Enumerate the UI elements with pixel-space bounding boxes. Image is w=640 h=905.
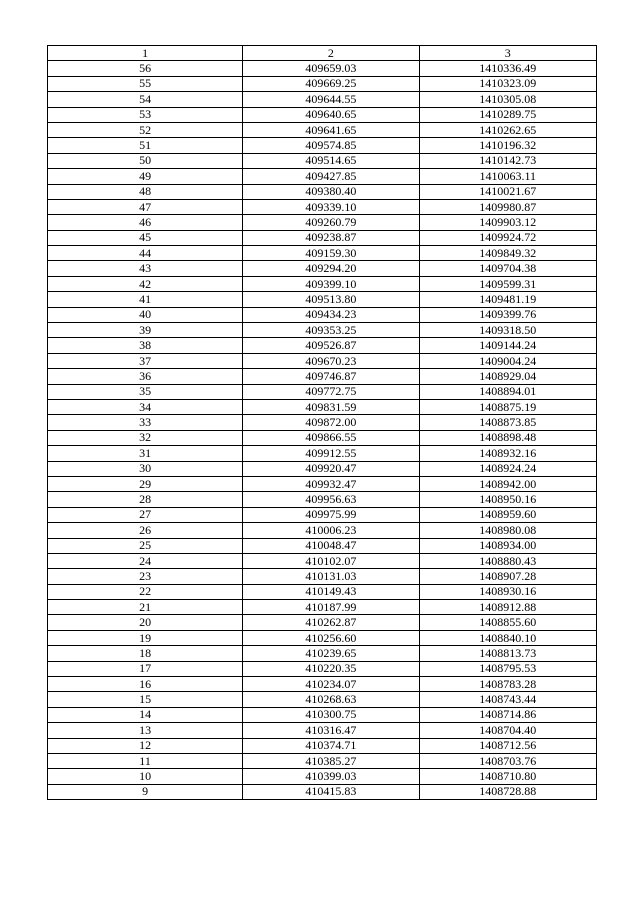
point-number-cell: 30 — [48, 461, 243, 476]
coordinate-x-cell: 409339.10 — [243, 199, 419, 214]
coordinate-y-cell: 1410305.08 — [419, 92, 596, 107]
table-row — [48, 199, 597, 214]
table-row — [48, 169, 597, 184]
point-number-cell: 29 — [48, 476, 243, 491]
point-number-cell: 47 — [48, 199, 243, 214]
coordinate-y-cell: 1408880.43 — [419, 553, 596, 568]
table-row — [48, 615, 597, 630]
table-row — [48, 507, 597, 522]
coordinate-y-cell: 1409399.76 — [419, 307, 596, 322]
coordinate-y-cell: 1408855.60 — [419, 615, 596, 630]
coordinate-x-cell: 410187.99 — [243, 600, 419, 615]
point-number-cell: 35 — [48, 384, 243, 399]
coordinate-y-cell: 1408932.16 — [419, 446, 596, 461]
coordinate-y-cell: 1409318.50 — [419, 323, 596, 338]
point-number-cell: 34 — [48, 399, 243, 414]
coordinate-x-cell: 409238.87 — [243, 230, 419, 245]
coordinate-x-cell: 409294.20 — [243, 261, 419, 276]
coordinate-x-cell: 410048.47 — [243, 538, 419, 553]
coordinate-x-cell: 409640.65 — [243, 107, 419, 122]
point-number-cell: 42 — [48, 276, 243, 291]
table-row — [48, 677, 597, 692]
point-number-cell: 54 — [48, 92, 243, 107]
table-row — [48, 215, 597, 230]
point-number-cell: 21 — [48, 600, 243, 615]
table-row — [48, 261, 597, 276]
table-row — [48, 707, 597, 722]
coordinate-x-cell: 409932.47 — [243, 476, 419, 491]
coordinate-x-cell: 409526.87 — [243, 338, 419, 353]
coordinate-y-cell: 1408703.76 — [419, 753, 596, 768]
point-number-cell: 14 — [48, 707, 243, 722]
coordinate-x-cell: 409514.65 — [243, 153, 419, 168]
point-number-cell: 22 — [48, 584, 243, 599]
column-header-2: 2 — [243, 46, 419, 61]
coordinate-y-cell: 1408710.80 — [419, 769, 596, 784]
coordinate-y-cell: 1409980.87 — [419, 199, 596, 214]
point-number-cell: 11 — [48, 753, 243, 768]
coordinate-y-cell: 1409903.12 — [419, 215, 596, 230]
coordinate-y-cell: 1409004.24 — [419, 353, 596, 368]
point-number-cell: 43 — [48, 261, 243, 276]
table-row — [48, 584, 597, 599]
point-number-cell: 16 — [48, 677, 243, 692]
table-row — [48, 492, 597, 507]
table-row — [48, 553, 597, 568]
column-header-3: 3 — [419, 46, 596, 61]
coordinate-x-cell: 409872.00 — [243, 415, 419, 430]
coordinate-x-cell: 410262.87 — [243, 615, 419, 630]
point-number-cell: 10 — [48, 769, 243, 784]
table-row — [48, 307, 597, 322]
point-number-cell: 20 — [48, 615, 243, 630]
coordinate-x-cell: 410239.65 — [243, 646, 419, 661]
coordinate-x-cell: 409399.10 — [243, 276, 419, 291]
coordinate-x-cell: 409975.99 — [243, 507, 419, 522]
coordinate-y-cell: 1409924.72 — [419, 230, 596, 245]
table-body — [48, 46, 597, 800]
table-row — [48, 723, 597, 738]
coordinate-x-cell: 409669.25 — [243, 76, 419, 91]
table-row — [48, 738, 597, 753]
table-row — [48, 76, 597, 91]
point-number-cell: 26 — [48, 523, 243, 538]
table-row — [48, 538, 597, 553]
point-number-cell: 55 — [48, 76, 243, 91]
coordinate-x-cell: 410385.27 — [243, 753, 419, 768]
point-number-cell: 32 — [48, 430, 243, 445]
table-row — [48, 353, 597, 368]
point-number-cell: 23 — [48, 569, 243, 584]
coordinate-y-cell: 1410289.75 — [419, 107, 596, 122]
point-number-cell: 37 — [48, 353, 243, 368]
coordinate-y-cell: 1409704.38 — [419, 261, 596, 276]
coordinate-x-cell: 409912.55 — [243, 446, 419, 461]
point-number-cell: 52 — [48, 122, 243, 137]
coordinate-x-cell: 409670.23 — [243, 353, 419, 368]
coordinate-y-cell: 1408929.04 — [419, 369, 596, 384]
table-row — [48, 107, 597, 122]
point-number-cell: 27 — [48, 507, 243, 522]
point-number-cell: 40 — [48, 307, 243, 322]
coordinate-x-cell: 410234.07 — [243, 677, 419, 692]
table-row — [48, 461, 597, 476]
coordinate-x-cell: 410399.03 — [243, 769, 419, 784]
coordinate-y-cell: 1409144.24 — [419, 338, 596, 353]
point-number-cell: 31 — [48, 446, 243, 461]
table-row — [48, 153, 597, 168]
coordinate-x-cell: 409427.85 — [243, 169, 419, 184]
table-row — [48, 338, 597, 353]
coordinate-x-cell: 410102.07 — [243, 553, 419, 568]
coordinate-y-cell: 1408840.10 — [419, 630, 596, 645]
coordinate-y-cell: 1408783.28 — [419, 677, 596, 692]
table-row — [48, 753, 597, 768]
table-row — [48, 630, 597, 645]
point-number-cell: 38 — [48, 338, 243, 353]
coordinate-y-cell: 1408912.88 — [419, 600, 596, 615]
table-row — [48, 399, 597, 414]
coordinate-x-cell: 409380.40 — [243, 184, 419, 199]
point-number-cell: 46 — [48, 215, 243, 230]
coordinate-x-cell: 410268.63 — [243, 692, 419, 707]
coordinate-y-cell: 1408813.73 — [419, 646, 596, 661]
coordinate-y-cell: 1410323.09 — [419, 76, 596, 91]
table-row — [48, 276, 597, 291]
coordinate-x-cell: 409159.30 — [243, 246, 419, 261]
coordinate-y-cell: 1408743.44 — [419, 692, 596, 707]
point-number-cell: 39 — [48, 323, 243, 338]
coordinate-y-cell: 1410262.65 — [419, 122, 596, 137]
coordinate-x-cell: 409513.80 — [243, 292, 419, 307]
coordinate-y-cell: 1410196.32 — [419, 138, 596, 153]
table-row — [48, 415, 597, 430]
point-number-cell: 56 — [48, 61, 243, 76]
table-row — [48, 600, 597, 615]
point-number-cell: 49 — [48, 169, 243, 184]
table-header-row — [48, 46, 597, 61]
table-row — [48, 246, 597, 261]
coordinate-x-cell: 409956.63 — [243, 492, 419, 507]
point-number-cell: 9 — [48, 784, 243, 799]
table-row — [48, 523, 597, 538]
point-number-cell: 44 — [48, 246, 243, 261]
table-row — [48, 569, 597, 584]
coordinate-y-cell: 1408930.16 — [419, 584, 596, 599]
coordinate-x-cell: 409353.25 — [243, 323, 419, 338]
coordinate-x-cell: 409831.59 — [243, 399, 419, 414]
coordinate-x-cell: 410220.35 — [243, 661, 419, 676]
point-number-cell: 24 — [48, 553, 243, 568]
coordinate-x-cell: 410374.71 — [243, 738, 419, 753]
coordinates-table — [47, 45, 597, 800]
coordinate-x-cell: 409641.65 — [243, 122, 419, 137]
coordinate-y-cell: 1408714.86 — [419, 707, 596, 722]
coordinate-y-cell: 1410336.49 — [419, 61, 596, 76]
table-row — [48, 384, 597, 399]
coordinate-y-cell: 1408924.24 — [419, 461, 596, 476]
point-number-cell: 12 — [48, 738, 243, 753]
table-row — [48, 369, 597, 384]
coordinate-x-cell: 410006.23 — [243, 523, 419, 538]
table-row — [48, 292, 597, 307]
coordinate-y-cell: 1408907.28 — [419, 569, 596, 584]
coordinate-y-cell: 1408712.56 — [419, 738, 596, 753]
point-number-cell: 48 — [48, 184, 243, 199]
coordinate-y-cell: 1409849.32 — [419, 246, 596, 261]
coordinate-x-cell: 409866.55 — [243, 430, 419, 445]
point-number-cell: 25 — [48, 538, 243, 553]
coordinate-y-cell: 1408980.08 — [419, 523, 596, 538]
coordinate-y-cell: 1408795.53 — [419, 661, 596, 676]
coordinate-y-cell: 1408728.88 — [419, 784, 596, 799]
coordinate-y-cell: 1410063.11 — [419, 169, 596, 184]
table-row — [48, 230, 597, 245]
coordinate-y-cell: 1408898.48 — [419, 430, 596, 445]
coordinate-y-cell: 1409599.31 — [419, 276, 596, 291]
coordinate-y-cell: 1410142.73 — [419, 153, 596, 168]
coordinate-y-cell: 1408959.60 — [419, 507, 596, 522]
table-row — [48, 476, 597, 491]
point-number-cell: 51 — [48, 138, 243, 153]
coordinate-x-cell: 410415.83 — [243, 784, 419, 799]
coordinate-y-cell: 1408875.19 — [419, 399, 596, 414]
coordinate-x-cell: 409574.85 — [243, 138, 419, 153]
coordinate-x-cell: 409920.47 — [243, 461, 419, 476]
point-number-cell: 15 — [48, 692, 243, 707]
table-row — [48, 122, 597, 137]
coordinate-x-cell: 409644.55 — [243, 92, 419, 107]
table-row — [48, 784, 597, 799]
table-row — [48, 61, 597, 76]
point-number-cell: 41 — [48, 292, 243, 307]
table-row — [48, 646, 597, 661]
coordinate-y-cell: 1408704.40 — [419, 723, 596, 738]
point-number-cell: 53 — [48, 107, 243, 122]
coordinate-y-cell: 1410021.67 — [419, 184, 596, 199]
coordinate-x-cell: 410300.75 — [243, 707, 419, 722]
coordinate-x-cell: 409434.23 — [243, 307, 419, 322]
point-number-cell: 50 — [48, 153, 243, 168]
table-row — [48, 446, 597, 461]
coordinate-x-cell: 410131.03 — [243, 569, 419, 584]
coordinate-x-cell: 409746.87 — [243, 369, 419, 384]
point-number-cell: 45 — [48, 230, 243, 245]
coordinate-x-cell: 410316.47 — [243, 723, 419, 738]
point-number-cell: 19 — [48, 630, 243, 645]
coordinate-y-cell: 1408934.00 — [419, 538, 596, 553]
column-header-1: 1 — [48, 46, 243, 61]
point-number-cell: 28 — [48, 492, 243, 507]
point-number-cell: 33 — [48, 415, 243, 430]
table-row — [48, 661, 597, 676]
table-row — [48, 92, 597, 107]
coordinate-x-cell: 409659.03 — [243, 61, 419, 76]
point-number-cell: 18 — [48, 646, 243, 661]
table-row — [48, 323, 597, 338]
coordinate-x-cell: 410256.60 — [243, 630, 419, 645]
point-number-cell: 17 — [48, 661, 243, 676]
table-row — [48, 769, 597, 784]
coordinate-y-cell: 1408950.16 — [419, 492, 596, 507]
table-row — [48, 692, 597, 707]
coordinate-x-cell: 409772.75 — [243, 384, 419, 399]
table-row — [48, 430, 597, 445]
point-number-cell: 13 — [48, 723, 243, 738]
table-row — [48, 138, 597, 153]
coordinate-y-cell: 1408873.85 — [419, 415, 596, 430]
coordinate-y-cell: 1408894.01 — [419, 384, 596, 399]
point-number-cell: 36 — [48, 369, 243, 384]
coordinate-x-cell: 409260.79 — [243, 215, 419, 230]
coordinate-y-cell: 1409481.19 — [419, 292, 596, 307]
table-row — [48, 184, 597, 199]
coordinate-x-cell: 410149.43 — [243, 584, 419, 599]
coordinate-y-cell: 1408942.00 — [419, 476, 596, 491]
